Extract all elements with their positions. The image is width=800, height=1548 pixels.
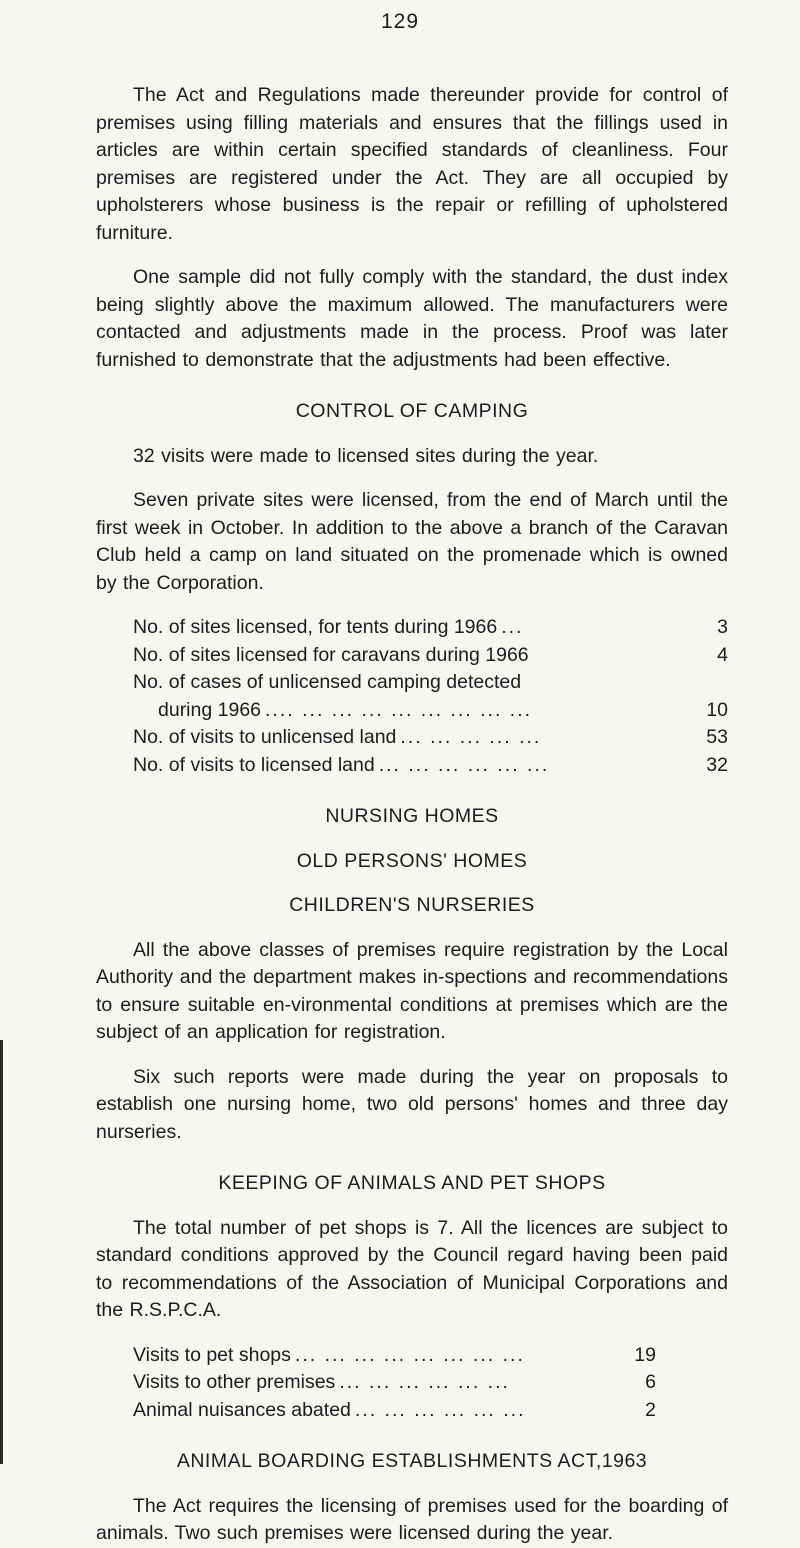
nursing-homes-heading: NURSING HOMES — [325, 805, 499, 827]
boarding-heading: ANIMAL BOARDING ESTABLISHMENTS ACT,1963 — [176, 1450, 648, 1472]
leader-dots: .... ... ... ... ... ... ... ... ... — [265, 698, 533, 721]
list-item-value: 3 — [717, 616, 728, 638]
camping-paragraph-2: Seven private sites were licensed, from the end of March until the first week in October. In addition to the above a branch of the Caravan Club held a camp on land situated on the promenade which is owned by the Corporation. — [96, 489, 728, 594]
animals-paragraph-1: The total number of pet shops is 7. All the licences are subject to standard conditions approved by the Council regard having been paid to recommendations of the Association of Municipal Corporations and the R.S.P.C.A. — [96, 1216, 728, 1321]
list-item-continuation — [96, 697, 728, 725]
list-item — [96, 1397, 656, 1425]
list-item — [96, 642, 728, 670]
leader-dots: ... ... ... ... ... ... — [378, 753, 550, 776]
list-item-label: Visits to pet shops — [133, 1343, 291, 1366]
list-item — [96, 614, 728, 642]
leader-dots: ... ... ... ... ... ... ... ... — [294, 1343, 525, 1366]
page-content — [96, 82, 728, 1548]
leader-dots — [529, 642, 700, 670]
list-item-value: 6 — [645, 1371, 656, 1393]
list-item — [96, 1369, 656, 1397]
list-item-label: Visits to other premises — [133, 1371, 336, 1393]
list-item — [96, 752, 728, 780]
filling-paragraph-2: One sample did not fully comply with the standard, the dust index being slightly above the maximum allowed. The manufacturers were contacted and adjustments made in the process. Proof was later furnished to demonstrate that the adjustments had been effective. — [96, 266, 728, 371]
list-item-label: No. of cases of unlicensed camping detected — [133, 671, 522, 693]
homes-paragraph-1: All the above classes of premises require registration by the Local Authority and the department makes in-spections and recommendations to ensure suitable en-vironmental conditions at premises which are the subject of an application for registration. — [96, 938, 728, 1043]
list-item — [96, 724, 728, 752]
list-item — [96, 1342, 656, 1370]
leader-dots: ... ... ... ... ... — [400, 726, 542, 748]
filling-paragraph-1: The Act and Regulations made thereunder provide for control of premises using filling materials and ensures that the fillings used in articles are within certain specified standards of cleanliness. Four premises are registered under the Act. They are all occupied by upholsterers whose business is the repair or refilling of upholstered furniture. — [96, 84, 728, 244]
list-item — [96, 669, 728, 697]
animals-heading: KEEPING OF ANIMALS AND PET SHOPS — [218, 1172, 606, 1194]
list-item-value: 32 — [706, 753, 728, 776]
list-item-value: 4 — [717, 643, 728, 666]
leader-dots: ... ... ... ... ... ... — [354, 1398, 526, 1421]
list-item-label: during 1966 — [158, 698, 262, 721]
list-item-value: 53 — [706, 726, 728, 748]
list-item-value: 19 — [634, 1343, 656, 1366]
leader-dots: ... ... ... ... ... ... — [339, 1371, 510, 1393]
list-item-label: No. of sites licensed, for tents during 1966 — [133, 616, 498, 638]
list-item-label: Animal nuisances abated — [133, 1398, 351, 1421]
camping-paragraph-1: 32 visits were made to licensed sites during the year. — [133, 444, 599, 467]
list-item-label: No. of sites licensed for caravans during 1966 — [133, 643, 529, 666]
page-edge-shadow — [0, 1040, 3, 1464]
camping-heading: CONTROL OF CAMPING — [295, 400, 529, 422]
list-item-value: 10 — [706, 698, 728, 721]
leader-dots: ... — [501, 616, 524, 638]
list-item-label: No. of visits to licensed land — [133, 753, 375, 776]
childrens-nurseries-heading: CHILDREN'S NURSERIES — [289, 894, 535, 916]
homes-paragraph-2: Six such reports were made during the year on proposals to establish one nursing home, two old persons' homes and three day nurseries. — [96, 1065, 728, 1143]
list-item-value: 2 — [645, 1398, 656, 1421]
boarding-paragraph-1: The Act requires the licensing of premises used for the boarding of animals. Two such premises were licensed during the year. — [96, 1494, 728, 1544]
camping-statistics-list — [96, 614, 728, 779]
list-item-label: No. of visits to unlicensed land — [133, 726, 397, 748]
old-persons-homes-heading: OLD PERSONS' HOMES — [296, 849, 528, 872]
page-number: 129 — [380, 10, 420, 33]
animals-statistics-list — [96, 1342, 656, 1425]
